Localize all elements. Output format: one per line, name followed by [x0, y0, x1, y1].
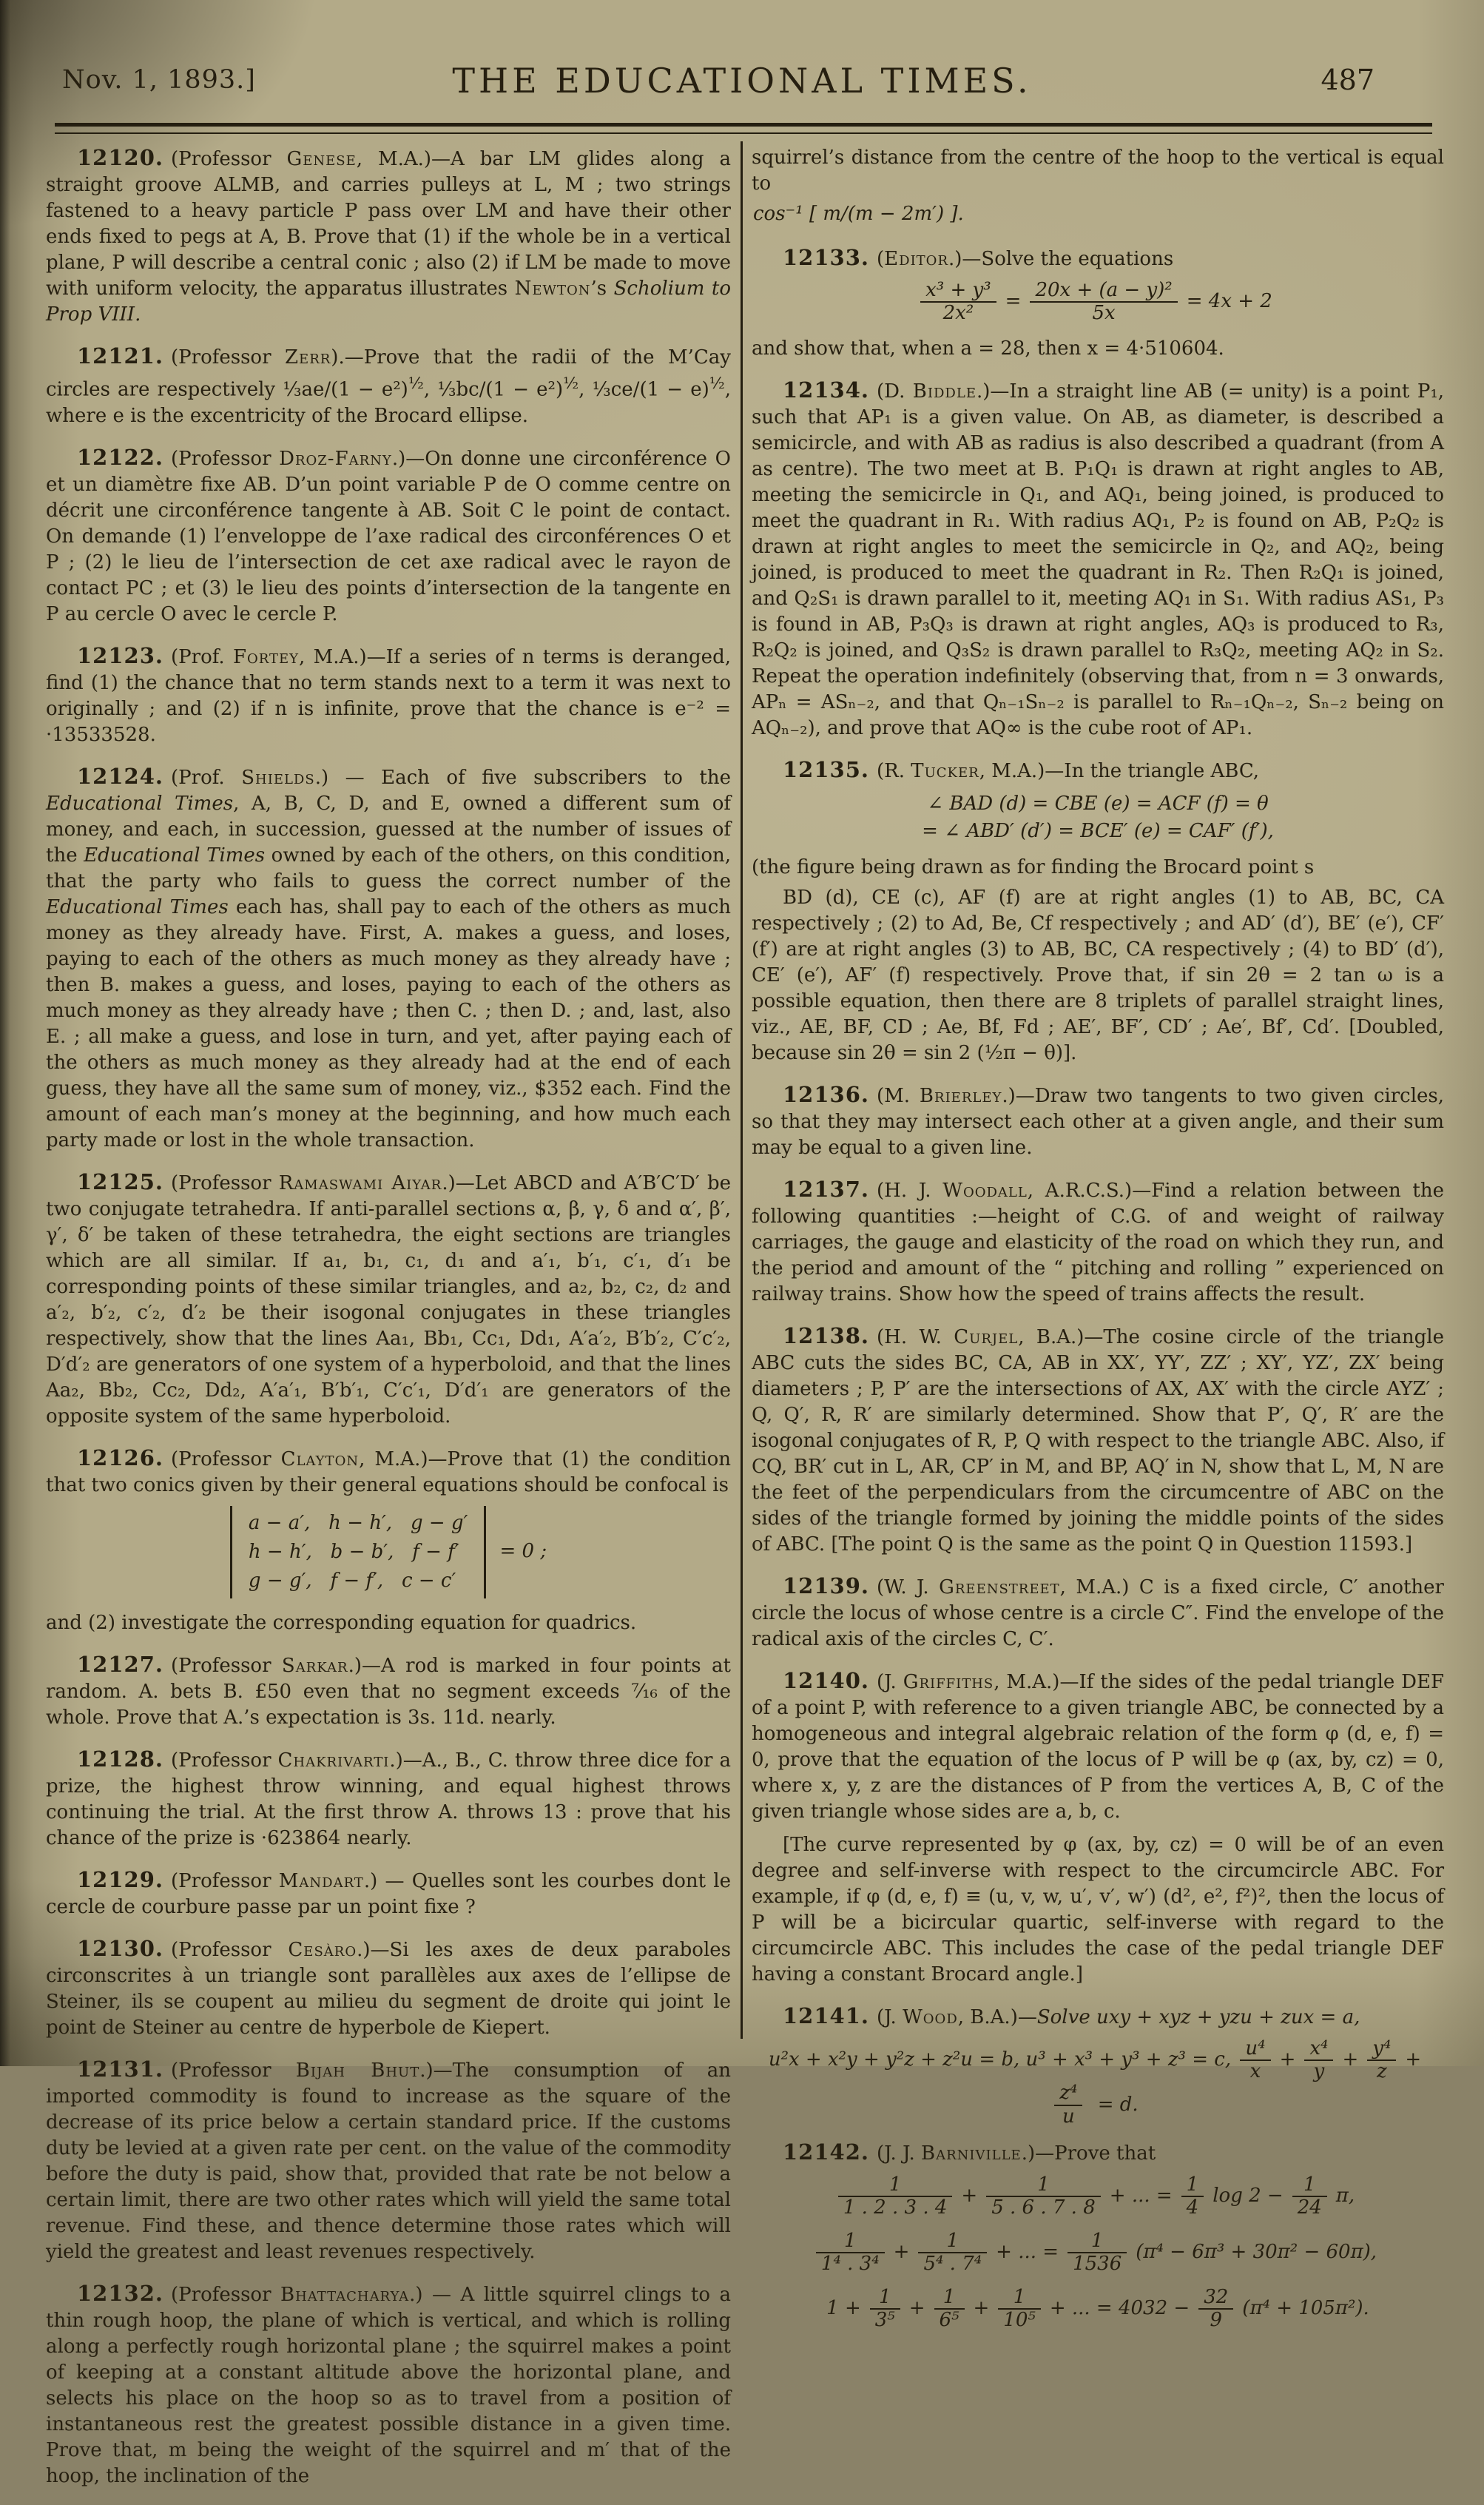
problem-body: owned by each of the others, on this condition, that the party who fails to guess the correct number of the	[46, 844, 731, 892]
problem-12135	[752, 757, 1444, 784]
problem-body: Solve the equations	[981, 248, 1174, 270]
problem-body: Let ABCD and A′B′C′D′ be two conjugate tetrahedra. If anti-parallel sections α, β, γ, δ and α′, β′, γ′, δ′ be taken of these tetrahedra, the eight sections are triangles which are all similar. If a₁, b₁, c₁, d₁ and a′₁, b′₁, c′₁, d′₁ be corresponding points of these similar triangles, and a₂, b₂, c₂, d₂ and a′₂, b′₂, c′₂, d′₂ be their isogonal conjugates in these triangles respectively, show that the lines Aa₁, Bb₁, Cc₁, Dd₁, A′a′₂, B′b′₂, C′c′₂, D′d′₂ are generators of one system of a hyperboloid, and that the lines Aa₂, Bb₂, Cc₂, Dd₂, A′a′₁, B′b′₁, C′c′₁, D′d′₁ are generators of the opposite system of the same hyperboloid.	[46, 1171, 731, 1428]
exponent: ½	[709, 374, 725, 393]
fraction	[1068, 2230, 1127, 2275]
fraction-denominator: 2x²	[920, 301, 996, 324]
problem-author	[171, 646, 386, 668]
fraction-numerator: 1	[888, 2173, 902, 2196]
newton-smallcaps: Newton	[514, 278, 591, 300]
problem-12137	[752, 1177, 1444, 1308]
fraction-numerator: 1	[1013, 2286, 1026, 2309]
determinant-row: g − g′, f − f′, c − c′	[248, 1569, 456, 1592]
author-suffix: , A.R.C.S.)—	[1027, 1180, 1152, 1203]
author-prefix: (W. J.	[877, 1576, 940, 1599]
fraction	[870, 2287, 900, 2331]
problem-body: and (2) investigate the corresponding equation for quadrics.	[46, 1611, 637, 1634]
problem-body: If a series of n terms is deranged, find (1) the chance that no term stands next to a term it was next to originally ; and (2) if n is infinite, prove that the chance is e⁻² = ·13533528.	[46, 645, 731, 746]
problem-12135-body2	[752, 885, 1444, 1066]
problem-body: Draw two tangents to two given circles, so that they may intersect each other at a given angle, and their sum may be equal to a given line.	[752, 1085, 1445, 1160]
fraction-numerator: 1	[878, 2286, 891, 2309]
author-prefix: (Professor	[171, 1749, 278, 1772]
problem-12129	[46, 1867, 731, 1920]
equation-12141	[752, 2038, 1444, 2127]
fraction-numerator: x⁴	[1309, 2037, 1329, 2060]
problem-number: 12132.	[77, 2280, 163, 2306]
problem-body: , where e is the excentricity of the Brocard ellipse.	[46, 378, 732, 427]
author-prefix: (J.	[877, 2006, 903, 2029]
author-name: Cesàro	[288, 1938, 357, 1961]
fraction-denominator: 5x	[1030, 301, 1177, 324]
fraction-numerator: 1	[1037, 2173, 1050, 2196]
problem-author	[877, 2142, 1054, 2165]
problem-body: Quelles sont les courbes dont le cercle de courbure passe par un point fixe ?	[46, 1869, 732, 1918]
author-suffix: ).—	[331, 346, 364, 369]
fraction-numerator: 1	[942, 2286, 956, 2309]
fraction	[1304, 2038, 1333, 2082]
problem-12140-note	[752, 1832, 1444, 1988]
author-suffix: .)—	[1021, 2142, 1055, 2165]
author-suffix: , M.A.)—	[979, 760, 1065, 783]
problem-author	[877, 1085, 1035, 1107]
problem-author	[877, 1326, 1103, 1348]
author-suffix: .)—	[357, 1938, 390, 1961]
fraction-denominator: 1 . 2 . 3 . 4	[838, 2196, 953, 2219]
header-rule-thick	[55, 123, 1432, 127]
fraction-denominator: 9	[1198, 2308, 1233, 2331]
journal-title-italic: Educational Times	[46, 895, 229, 918]
author-prefix: (Professor	[171, 2059, 296, 2082]
author-suffix: .)—	[1002, 1085, 1035, 1108]
problem-12133-tail	[752, 336, 1444, 362]
fraction	[986, 2174, 1101, 2219]
equation-text: u²x + x²y + y²z + z²u = b, u³ + x³ + y³ + z³ = c,	[768, 2048, 1232, 2071]
author-suffix: , M.A.)—	[359, 1447, 448, 1470]
equation-12135-line1: ∠ BAD (d) = CBE (e) = ACF (f) = θ	[927, 793, 1269, 816]
equation-12142-line2	[752, 2230, 1444, 2275]
problem-body: The cosine circle of the triangle ABC cuts the sides BC, CA, AB in XX′, YY′, ZZ′ ; XY′, YZ′, ZX′ being diameters ; P, P′ are the intersections of AX, AX′ with the circle AYZ′ ; Q, Q′, R, R′ are similarly determined. Show that P′, Q′, R′ are the isogonal conjugates of R, P, Q with respect to the triangle ABC. Also, if CQ, BR′ cut in L, AR, CP′ in M, and BP, AQ′ in N, show that L, M, N are the feet of the perpendiculars from the circumcentre of ABC on the sides of the triangle formed by joining the middle points of the sides of ABC. [The point Q is the same as the point Q in Question 11593.]	[752, 1326, 1444, 1556]
problem-body: Each of five subscribers to the	[381, 766, 732, 789]
journal-title-italic: Educational Times	[84, 844, 266, 867]
continuation-text: squirrel’s distance from the centre of the hoop to the vertical is equal to	[752, 147, 1444, 195]
author-suffix: , B.A.)—	[957, 2006, 1037, 2029]
problem-12124	[46, 764, 731, 1154]
problem-body: and show that, when a = 28, then x = 4·510604.	[752, 337, 1224, 360]
fraction-numerator: x³ + y³	[925, 279, 991, 301]
author-suffix: .)—	[389, 1749, 422, 1772]
fraction	[1181, 2174, 1204, 2219]
problem-body: Si les axes de deux paraboles circonscrites à un triangle sont parallèles aux axes de l’ellipse de Steiner, ils se coupent au milieu du segment de droite qui joint le point de Steiner au centre de hyperbole de Kiepert.	[46, 1938, 731, 2039]
fraction-denominator: u	[1054, 2105, 1082, 2128]
author-prefix: (Professor	[171, 1869, 279, 1892]
problem-body: On donne une circonférence O et un diamètre fixe AB. D’un point variable P de O comme centre on décrit une circonférence tangente à AB. Soit C le point de contact. On demande (1) l’enveloppe de l’axe radical des circonférences O et P ; (2) le lieu de l’intersection de cet axe radical avec le rayon de contact PC ; et (3) le lieu des points d’intersection de la tangente en P au cercle O avec le cercle P.	[46, 447, 731, 625]
author-name: Genese	[286, 148, 357, 170]
determinant-row: a − a′, h − h′, g − g′	[248, 1511, 468, 1534]
problem-number: 12127.	[77, 1651, 163, 1677]
ellipsis-equals: + ... = 4032 −	[1049, 2297, 1190, 2320]
equals-sign: =	[1005, 290, 1022, 313]
fraction	[1367, 2038, 1396, 2082]
plus-sign: +	[908, 2297, 925, 2320]
author-name: Wood	[903, 2006, 958, 2029]
author-name: Biddle	[912, 380, 977, 403]
problem-body: C is a fixed circle, C′ another circle the locus of whose centre is a circle C″. Find the envelope of the radical axis of the circles C, C′.	[752, 1576, 1444, 1651]
author-name: Editor	[884, 248, 948, 270]
author-prefix: (Prof.	[171, 645, 233, 668]
fraction-numerator: z⁴	[1059, 2082, 1078, 2105]
problem-body: ’s	[590, 278, 614, 300]
problem-12126-tail	[46, 1610, 731, 1636]
author-name: Mandart	[278, 1869, 364, 1892]
fraction-denominator: 24	[1292, 2196, 1327, 2219]
problem-author	[877, 380, 1009, 403]
figure-note: (the figure being drawn as for finding the Brocard point s	[752, 856, 1315, 879]
author-name: Bhattacharya	[280, 2283, 410, 2306]
exponent: ½	[408, 374, 424, 393]
author-name: Greenstreet	[939, 1576, 1060, 1599]
problem-body: , A, B, C, D, and E, owned a different sum of money, and each, in succession, guessed at the number of issues of the	[46, 792, 731, 867]
header-date: Nov. 1, 1893.]	[62, 65, 256, 95]
problem-author	[877, 1671, 1079, 1693]
journal-title-italic: Educational Times	[46, 792, 234, 815]
problem-author	[171, 1939, 390, 1961]
author-suffix: .) —	[409, 2283, 461, 2306]
problem-author	[171, 148, 451, 170]
ellipsis-equals: + ... =	[1109, 2184, 1173, 2207]
determinant-rhs: = 0 ;	[499, 1540, 547, 1563]
problem-number: 12128.	[77, 1746, 163, 1772]
fraction-denominator: 3⁵	[870, 2308, 900, 2331]
problem-12130	[46, 1936, 731, 2041]
fraction	[998, 2287, 1041, 2331]
plus-sign: +	[893, 2240, 910, 2263]
problem-body: Prove that the radii of the M’Cay circles are respectively ⅓ae/(1 − e²)	[46, 346, 731, 401]
author-prefix: (Professor	[171, 148, 287, 170]
fraction	[838, 2174, 953, 2219]
problem-body: A bar LM glides along a straight groove ALMB, and carries pulleys at L, M ; two strings fastened to a heavy particle P pass over LM and have their other ends fixed to pegs at A, B. Prove that (1) if the whole be in a vertical plane, P will describe a central conic ; also (2) if LM be made to move with uniform velocity, the apparatus illustrates	[46, 148, 732, 300]
problem-number: 12137.	[783, 1177, 869, 1203]
problem-number: 12135.	[783, 757, 869, 783]
problem-author	[171, 767, 381, 789]
fraction-denominator: y	[1304, 2060, 1333, 2082]
problem-number: 12136.	[783, 1082, 869, 1108]
problem-12127	[46, 1652, 731, 1731]
header-rule-thin	[55, 132, 1432, 134]
problem-12131	[46, 2057, 731, 2265]
problem-number: 12129.	[77, 1866, 163, 1892]
fraction	[816, 2230, 885, 2275]
equation-12133	[752, 280, 1444, 324]
author-name: Zerr	[284, 346, 331, 369]
plus-sign: +	[1405, 2048, 1422, 2071]
problem-body: Solve uxy + xyz + yzu + zux = a,	[1036, 2006, 1360, 2029]
fraction-denominator: 1⁴ . 3⁴	[816, 2252, 885, 2275]
fraction	[920, 280, 996, 324]
problem-author	[171, 2284, 460, 2306]
problem-12125	[46, 1169, 731, 1430]
author-prefix: (Professor	[171, 1447, 281, 1470]
problem-body: , ⅓ce/(1 − e)	[579, 378, 709, 401]
problem-body: Find a relation between the following quantities :—height of C.G. of and weight of railway carriages, the gauge and elasticity of the road on which they run, and the period and amount of the “ pitching and rolling ” experienced on railway trains. Show how the speed of trains affects the result.	[752, 1180, 1444, 1306]
problem-author	[877, 760, 1064, 782]
problem-12123	[46, 643, 731, 748]
problem-body: Prove that	[1054, 2142, 1156, 2165]
plus-sign: +	[973, 2297, 990, 2320]
fraction-numerator: 1	[1303, 2173, 1316, 2196]
equation-tail: π,	[1335, 2184, 1355, 2207]
problem-author	[171, 2060, 453, 2082]
fraction-denominator: 1536	[1068, 2252, 1127, 2275]
determinant-matrix	[230, 1506, 487, 1598]
problem-body: In the triangle ABC,	[1064, 760, 1260, 783]
problem-author	[877, 1180, 1151, 1202]
problem-number: 12138.	[783, 1323, 869, 1349]
problem-number: 12130.	[77, 1935, 163, 1961]
fraction	[1292, 2174, 1327, 2219]
equation-lead: 1 +	[826, 2297, 861, 2320]
problem-body: each has, shall pay to each of the others as much money as they already have. First, A. makes a guess, and loses, paying to each of the others as much money as they already have ; then B. makes a guess, and loses, paying to each of the others as much money as they already have ; then C. ; then D. ; and, last, also E. ; all make a guess, and lose in turn, and yet, after paying each of the others as much money as they already had at the end of each guess, they have all the same sum of money, viz., $352 each. Find the amount of each man’s money at the beginning, and how much each party made or lost in the whole transaction.	[46, 895, 732, 1151]
problem-author	[171, 1870, 412, 1892]
fraction-denominator: x	[1240, 2060, 1270, 2082]
equation-12142-line3	[752, 2287, 1444, 2331]
problem-12126	[46, 1445, 731, 1499]
equation-tail: (π⁴ − 6π³ + 30π² − 60π),	[1136, 2240, 1377, 2263]
problem-12122	[46, 445, 731, 628]
author-name: Brierley	[919, 1085, 1002, 1108]
fraction-numerator: 1	[946, 2229, 959, 2252]
right-column	[752, 145, 1444, 2343]
determinant-equation	[46, 1506, 731, 1598]
problem-body: A., B., C. throw three dice for a prize, the highest throw winning, and equal highest throws continuing the trial. At the first throw A. throws 13 : prove that his chance of the prize is ·623864 nearly.	[46, 1749, 731, 1849]
author-name: Chakrivarti	[277, 1749, 390, 1772]
author-name: Bijah Bhut	[295, 2059, 420, 2082]
determinant-row: h − h′, b − b′, f − f′	[248, 1540, 459, 1563]
author-name: Fortey	[232, 645, 300, 668]
problem-author	[171, 1655, 381, 1677]
problem-body: The consumption of an imported commodity is found to increase as the square of the decrease of its price below a certain standard price. If the customs duty be levied at a given rate per cent. on the value of the commodity before the duty is paid, show that, provided that rate be not below a certain limit, there are two other rates which will yield the same total revenue. Find these, and thence determine those rates which will yield the greatest and least revenues respectively.	[46, 2059, 731, 2263]
fraction-numerator: 20x + (a − y)²	[1035, 279, 1173, 301]
problem-number: 12122.	[77, 444, 163, 470]
author-name: Shields	[241, 766, 315, 789]
author-prefix: (H. J.	[877, 1180, 943, 1203]
author-prefix: (Professor	[171, 346, 285, 369]
author-suffix: , M.A.)—	[299, 645, 386, 668]
problem-number: 12123.	[77, 642, 163, 668]
problem-author	[171, 1749, 422, 1772]
author-prefix: (D.	[877, 380, 913, 403]
problem-12120	[46, 145, 731, 328]
author-suffix: , B.A.)—	[1018, 1326, 1104, 1349]
fraction-numerator: 1	[844, 2229, 857, 2252]
exponent: ½	[563, 374, 579, 393]
author-prefix: (Prof.	[171, 766, 242, 789]
author-name: Barniville	[921, 2142, 1022, 2165]
fraction-numerator: y⁴	[1372, 2037, 1392, 2060]
problem-12136	[752, 1082, 1444, 1161]
fraction	[1030, 280, 1177, 324]
author-suffix: , M.A.)—	[994, 1671, 1079, 1694]
problem-author	[171, 1448, 447, 1470]
problem-12142	[752, 2139, 1444, 2167]
author-name: Curjel	[954, 1326, 1019, 1349]
fraction-numerator: u⁴	[1245, 2037, 1266, 2060]
problem-12134	[752, 377, 1444, 742]
problem-body: Prove that (1) the condition that two conics given by their general equations should be confocal is	[46, 1447, 732, 1496]
author-suffix: .)—	[948, 248, 982, 270]
problem-number: 12125.	[77, 1169, 163, 1194]
problem-12128	[46, 1746, 731, 1852]
problem-body: A little squirrel clings to a thin rough hoop, the plane of which is vertical, and which is rolling along a perfectly rough horizontal plane ; the squirrel makes a point of keeping at a constant altitude above the horizontal plane, and selects his place on the hoop so as to travel from a position of instantaneous rest the greatest possible distance in a given time. Prove that, m being the weight of the squirrel and m′ that of the hoop, the inclination of the	[46, 2283, 732, 2487]
author-name: Droz-Farny	[279, 447, 392, 470]
problem-author	[171, 1172, 475, 1194]
problem-body: If the sides of the pedal triangle DEF of a point P, with reference to a given triangle ABC, be connected by a homogeneous and integral algebraic relation of the form φ (d, e, f) = 0, prove that the equation of the locus of P will be φ (ax, by, cz) = 0, where x, y, z are the distances of P from the vertices A, B, C of the given triangle whose sides are a, b, c.	[752, 1671, 1444, 1823]
plus-sign: +	[1279, 2048, 1296, 2071]
problem-12140	[752, 1668, 1444, 1825]
plus-sign: +	[1342, 2048, 1359, 2071]
problem-body: BD (d), CE (c), AF (f) are at right angles (1) to AB, BC, CA respectively ; (2) to Ad, Be, Cf respectively ; and AD′ (d′), BE′ (e′), CF′ (f′) are at right angles (3) to AB, BC, CA respectively ; (4) to BD′ (d′), CE′ (e′), AF′ (f) respectively. Prove that, if sin 2θ = 2 tan ω is a possible equation, then there are 8 triplets of parallel straight lines, viz., AE, BF, CD ; Ae, Bf, Fd ; AE′, BF′, CD′ ; Ae′, Bf′, Cd′. [Doubled, because sin 2θ = sin 2 (½π − θ)].	[752, 887, 1444, 1065]
equation-tail: (π⁴ + 105π²).	[1242, 2297, 1369, 2320]
problem-12138	[752, 1323, 1444, 1558]
author-suffix: .)—	[391, 447, 425, 470]
equation-12135-line2: = ∠ ABD′ (d′) = BCE′ (e) = CAF′ (f′),	[922, 819, 1274, 842]
problem-author	[877, 1576, 1139, 1598]
equation-12142-line1	[752, 2174, 1444, 2219]
author-prefix: (M.	[877, 1085, 920, 1108]
continuation-paragraph	[752, 145, 1444, 197]
author-suffix: , M.A.)—	[356, 148, 451, 170]
author-prefix: (Professor	[171, 1171, 279, 1194]
author-prefix: (Professor	[171, 1654, 282, 1677]
italic-citation: Scholium to Prop VIII.	[46, 278, 732, 326]
author-name: Ramaswami Aiyar	[278, 1171, 442, 1194]
problem-number: 12121.	[77, 343, 163, 369]
author-prefix: (H. W.	[877, 1326, 954, 1349]
problem-12135-note	[752, 855, 1444, 881]
author-prefix: (Professor	[171, 1938, 289, 1961]
header-page-number: 487	[1321, 64, 1375, 96]
author-name: Woodall	[942, 1180, 1028, 1203]
problem-number: 12120.	[77, 145, 163, 170]
problem-number: 12142.	[783, 2139, 869, 2165]
problem-12141	[752, 2003, 1444, 2031]
page-title: THE EDUCATIONAL TIMES.	[452, 61, 1032, 101]
problem-number: 12133.	[783, 245, 869, 270]
problem-author	[877, 2006, 1037, 2028]
problem-body: , ⅓bc/(1 − e²)	[423, 378, 564, 401]
column-divider-rule	[741, 141, 743, 2039]
problem-number: 12126.	[77, 1445, 163, 1470]
plus-sign: +	[961, 2184, 978, 2207]
problem-number: 12139.	[783, 1573, 869, 1599]
author-suffix: .)—	[442, 1171, 475, 1194]
fraction-denominator: 6⁵	[934, 2308, 965, 2331]
author-name: Tucker	[911, 760, 979, 783]
problem-number: 12141.	[783, 2003, 869, 2029]
author-prefix: (J. J.	[877, 2142, 922, 2165]
equation-tail: = d.	[1097, 2093, 1139, 2116]
problem-author	[171, 346, 364, 369]
problem-12121	[46, 343, 731, 429]
author-suffix: .)—	[419, 2059, 453, 2082]
author-prefix: (J.	[877, 1671, 903, 1694]
fraction-denominator: 5⁴ . 7⁴	[918, 2252, 987, 2275]
fraction-denominator: z	[1367, 2060, 1396, 2082]
problem-number: 12134.	[783, 377, 869, 403]
author-suffix: .) —	[363, 1869, 412, 1892]
fraction-denominator: 5 . 6 . 7 . 8	[986, 2196, 1101, 2219]
author-suffix: .)—	[348, 1654, 381, 1677]
problem-author	[171, 448, 425, 470]
fraction-numerator: 1	[1186, 2173, 1199, 2196]
fraction-denominator: 10⁵	[998, 2308, 1041, 2331]
problem-author	[877, 248, 981, 270]
author-prefix: (Professor	[171, 2283, 280, 2306]
problem-body: In a straight line AB (= unity) is a point P₁, such that AP₁ is a given value. On AB, as diameter, is described a semicircle, and with AB as radius is also described a quadrant (from A as centre). The two meet at B. P₁Q₁ is drawn at right angles to AB, meeting the semicircle in Q₁, and AQ₁, being joined, is produced to meet the quadrant in R₁. With radius AQ₁, P₂ is found on AB, P₂Q₂ is drawn at right angles to meet the semicircle in Q₂, and AQ₂, being joined, is produced to meet the quadrant in R₂. Then R₂Q₁ is joined, and Q₂S₁ is drawn parallel to it, meeting AQ₁ in S₁. With radius AS₁, P₃ is found in AB, P₃Q₃ is drawn at right angles, AQ₃ is produced to R₃, R₂Q₂ is joined, and Q₃S₂ is drawn parallel to R₃Q₂, meeting AQ₂ in S₂. Repeat the operation indefinitely (observing that, from n = 3 onwards, APₙ = ASₙ₋₂, and that Qₙ₋₁Sₙ₋₂ is parallel to Rₙ₋₁Qₙ₋₂, Sₙ₋₂ being on AQₙ₋₂), and prove that AQ∞ is the cube root of AP₁.	[752, 380, 1445, 740]
author-name: Sarkar	[281, 1654, 348, 1677]
log-term: log 2 −	[1213, 2184, 1284, 2207]
fraction	[934, 2287, 965, 2331]
author-suffix: .) —	[314, 766, 382, 789]
fraction	[1198, 2287, 1233, 2331]
equation-tail: = 4x + 2	[1186, 290, 1272, 313]
problem-body: A rod is marked in four points at random. A. bets B. £50 even that no segment exceeds ⁷⁄₁₆ of the whole. Prove that A.’s expectation is 3s. 11d. nearly.	[46, 1654, 731, 1729]
problem-12132	[46, 2281, 731, 2489]
fraction	[1240, 2038, 1270, 2082]
author-name: Griffiths	[903, 1671, 994, 1694]
author-name: Clayton	[280, 1447, 360, 1470]
fraction	[1054, 2082, 1082, 2127]
author-prefix: (R.	[877, 760, 911, 783]
fraction-numerator: 1	[1090, 2229, 1104, 2252]
author-prefix: (	[877, 248, 885, 270]
continuation-formula: cos⁻¹ [ m/(m − 2m′) ].	[753, 203, 964, 225]
problem-12133	[752, 245, 1444, 272]
problem-number: 12131.	[77, 2056, 163, 2082]
bracketed-note: [The curve represented by φ (ax, by, cz) = 0 will be of an even degree and self-inverse with respect to the circumcircle ABC. For example, if φ (d, e, f) ≡ (u, v, w, u′, v′, w′) (d², e², f²)², then the locus of P will be a bicircular quartic, self-inverse with regard to the circumcircle ABC. This includes the case of the pedal triangle DEF having a constant Brocard angle.]	[752, 1834, 1444, 1986]
author-suffix: , M.A.)	[1059, 1576, 1139, 1599]
problem-number: 12124.	[77, 763, 163, 789]
fraction-denominator: 4	[1181, 2196, 1204, 2219]
ellipsis-equals: + ... =	[996, 2240, 1059, 2263]
left-column	[46, 145, 731, 2505]
problem-number: 12140.	[783, 1668, 869, 1694]
author-prefix: (Professor	[171, 447, 280, 470]
problem-12139	[752, 1573, 1444, 1652]
author-suffix: .)—	[976, 380, 1010, 403]
fraction-numerator: 32	[1204, 2286, 1229, 2309]
fraction	[918, 2230, 987, 2275]
